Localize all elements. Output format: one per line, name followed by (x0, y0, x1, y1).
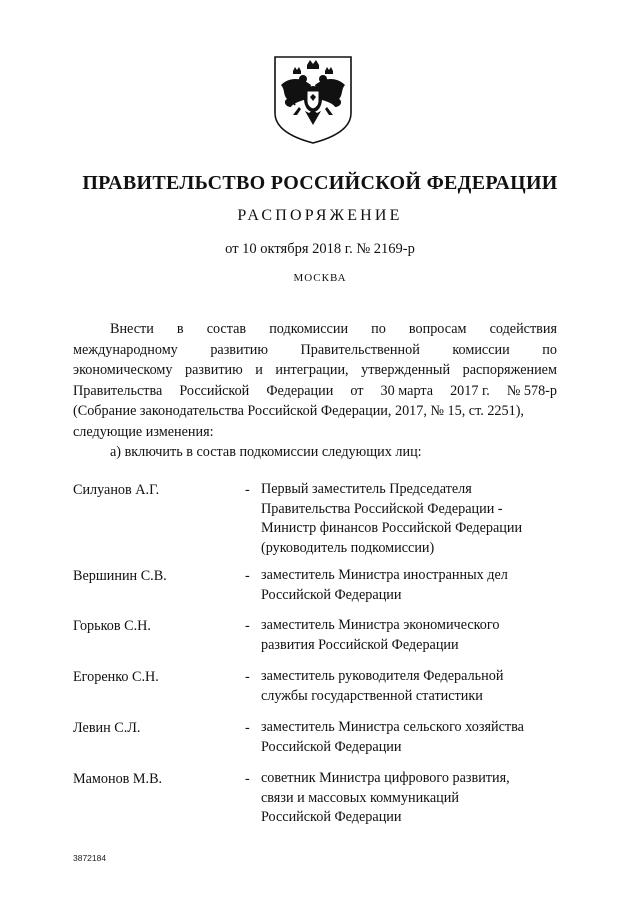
person-position-line: Российской Федерации (261, 586, 402, 603)
body-word: по (371, 321, 386, 337)
document-id: 3872184 (73, 853, 107, 863)
person-name: Мамонов М.В. (73, 771, 163, 787)
person-position-line: Правительства Российской Федерации - (261, 500, 503, 517)
person-position-line: заместитель руководителя Федеральной (261, 668, 504, 684)
body-word: Российской (179, 382, 250, 399)
body-word: комиссии (452, 341, 510, 358)
body-word: вопросам (408, 321, 467, 337)
person-position-line: заместитель Министра сельского хозяйства (261, 719, 524, 735)
person-name: Горьков С.Н. (73, 618, 151, 634)
body-word: и (255, 362, 263, 378)
person-dash: - (245, 771, 250, 787)
person-position (261, 566, 561, 605)
body-word: 2017 г. (450, 382, 490, 399)
body-word: Федерации (266, 382, 334, 399)
body-word: содействия (489, 321, 557, 337)
body-word: интеграции, (275, 362, 349, 378)
person-position (261, 616, 561, 655)
body-word: подкомиссии (269, 321, 349, 337)
government-title: ПРАВИТЕЛЬСТВО РОССИЙСКОЙ ФЕДЕРАЦИИ (82, 172, 558, 194)
body-line: следующие изменения: (73, 423, 214, 440)
person-dash: - (245, 720, 250, 736)
body-word: в (176, 321, 184, 337)
person-position-line: Российской Федерации (261, 738, 402, 755)
body-word: № 578-р (506, 382, 557, 399)
body-line: (Собрание законодательства Российской Федерации, 2017, № 15, ст. 2251), (73, 403, 524, 419)
body-word: развитию (210, 341, 268, 358)
body-word: экономическому (73, 362, 173, 378)
body-word: утвержденный (361, 362, 451, 378)
body-line: а) включить в состав подкомиссии следующих лиц: (110, 444, 422, 460)
person-dash: - (245, 618, 250, 634)
person-name: Левин С.Л. (73, 720, 141, 736)
person-position-line: службы государственной статистики (261, 687, 483, 704)
document-city: МОСКВА (293, 272, 347, 284)
person-position-line: (руководитель подкомиссии) (261, 539, 435, 556)
body-word: по (542, 341, 557, 358)
person-position-line: заместитель Министра экономического (261, 617, 500, 633)
person-position (261, 718, 561, 757)
document-type: РАСПОРЯЖЕНИЕ (237, 207, 403, 224)
body-word: развитию (185, 362, 243, 378)
person-dash: - (245, 482, 250, 498)
body-word: от (350, 382, 364, 399)
person-name: Егоренко С.Н. (73, 669, 159, 685)
body-word: 30 марта (380, 382, 434, 399)
person-position-line: заместитель Министра иностранных дел (261, 567, 508, 583)
person-dash: - (245, 568, 250, 584)
person-position (261, 769, 561, 828)
person-position-line: связи и массовых коммуникаций (261, 789, 459, 806)
document-date-number: от 10 октября 2018 г. № 2169-р (225, 241, 415, 257)
body-word: международному (73, 341, 178, 358)
person-position-line: Российской Федерации (261, 809, 402, 825)
body-word: Внести (110, 321, 154, 337)
person-dash: - (245, 669, 250, 685)
person-position-line: развития Российской Федерации (261, 636, 459, 653)
person-position-line: Министр финансов Российской Федерации (261, 520, 523, 536)
person-position-line: советник Министра цифрового развития, (261, 770, 510, 786)
person-position (261, 667, 561, 706)
person-position-line: Первый заместитель Председателя (261, 481, 472, 497)
person-position (261, 480, 561, 558)
body-word: распоряжением (462, 362, 557, 378)
body-word: состав (206, 321, 247, 337)
person-name: Силуанов А.Г. (73, 482, 160, 498)
body-word: Правительства (73, 382, 163, 399)
person-name: Вершинин С.В. (73, 568, 167, 584)
body-word: Правительственной (300, 341, 420, 358)
